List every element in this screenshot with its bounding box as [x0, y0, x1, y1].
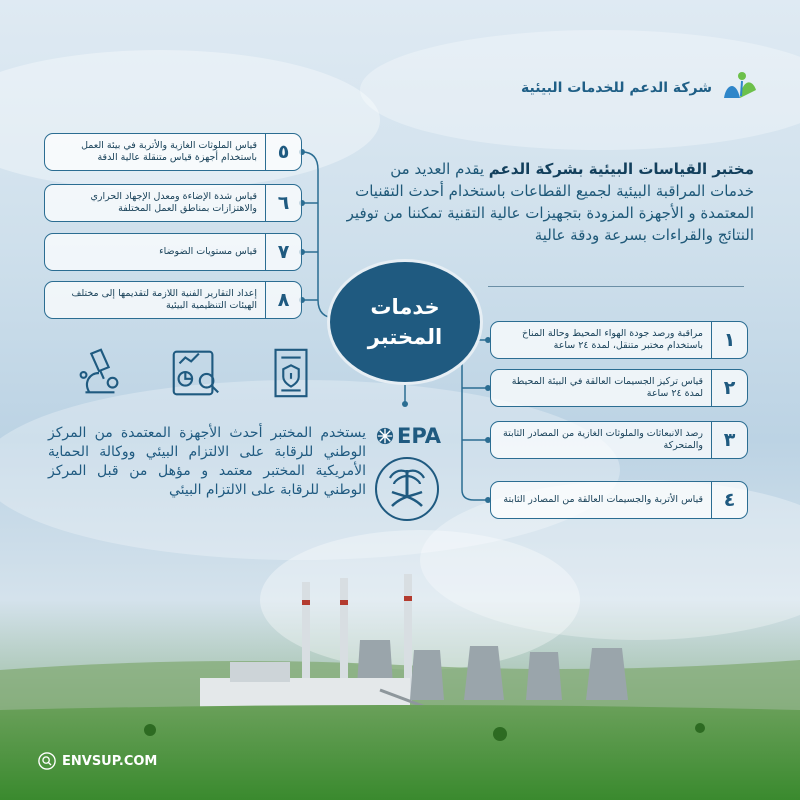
hub-line-2: المختبر [367, 325, 443, 349]
service-item-4 [490, 481, 748, 519]
service-item-1 [490, 321, 748, 359]
service-number: ٦ [265, 185, 301, 221]
service-item-2 [490, 369, 748, 407]
service-number: ٨ [265, 282, 301, 318]
service-text: رصد الانبعاثات والملوثات الغازية من المصادر الثابتة والمتحركة [503, 428, 703, 451]
brand [521, 68, 760, 108]
service-text: قياس مستويات الضوضاء [159, 246, 257, 257]
hub-line-1: خدمات [370, 295, 440, 319]
feature-icons [70, 344, 320, 402]
service-item-7 [44, 233, 302, 271]
search-icon [38, 752, 56, 770]
service-item-8 [44, 281, 302, 319]
epa-label: EPA [397, 424, 442, 448]
service-item-6 [44, 184, 302, 222]
service-number: ١ [711, 322, 747, 358]
intro-text: يقدم العديد من خدمات المراقبة البيئية لجميع القطاعات باستخدام أحدث التقنيات المعتمدة و الأجهزة المزودة بتجهيزات عالية التقنية تمكننا من توفير النتائج والقراءات بسرعة ودقة عالية [346, 160, 754, 244]
report-analysis-icon [166, 344, 224, 402]
service-text: قياس الملوثات الغازية والأتربة في بيئة العمل باستخدام أجهزة قياس متنقلة عالية الدقة [81, 140, 257, 163]
microscope-icon [70, 344, 128, 402]
service-item-3 [490, 421, 748, 459]
service-number: ٢ [711, 370, 747, 406]
service-item-5 [44, 133, 302, 171]
website-label[interactable]: ENVSUP.COM [62, 753, 158, 769]
leaf-logo-icon [720, 68, 760, 108]
service-number: ٤ [711, 482, 747, 518]
intro-highlight: مختبر القياسات البيئية بشركة الدعم [488, 160, 754, 178]
certificate-icon [262, 344, 320, 402]
service-text: مراقبة ورصد جودة الهواء المحيط وحالة المناخ باستخدام مختبر متنقل، لمدة ٢٤ ساعة [521, 328, 703, 351]
service-text: إعداد التقارير الفنية اللازمة لتقديمها إلى مختلف الهيئات التنظيمية البيئية [71, 288, 257, 311]
palm-swords-emblem-icon [374, 456, 440, 522]
service-number: ٧ [265, 234, 301, 270]
divider [488, 286, 744, 287]
certification-text: يستخدم المختبر أحدث الأجهزة المعتمدة من المركز الوطني للرقابة على الالتزام البيئي ووكالة الحماية الأمريكية المختبر معتمد و مؤهل من قبل المركز الوطني للرقابة على الالتزام البيئي [48, 425, 366, 498]
service-number: ٥ [265, 134, 301, 170]
epa-flower-icon [376, 427, 394, 445]
epa-logo [376, 424, 441, 448]
brand-name: شركة الدعم للخدمات البيئية [521, 80, 712, 96]
service-text: قياس شدة الإضاءة ومعدل الإجهاد الحراري والاهتزازات بمناطق العمل المختلفة [90, 191, 257, 214]
service-text: قياس الأتربة والجسيمات العالقة من المصادر الثابتة [503, 494, 703, 505]
intro-paragraph [344, 158, 754, 246]
website-link[interactable] [38, 752, 157, 770]
lab-services-hub [330, 262, 480, 382]
service-number: ٣ [711, 422, 747, 458]
service-text: قياس تركيز الجسيمات العالقة في البيئة المحيطة لمدة ٢٤ ساعة [511, 376, 703, 399]
